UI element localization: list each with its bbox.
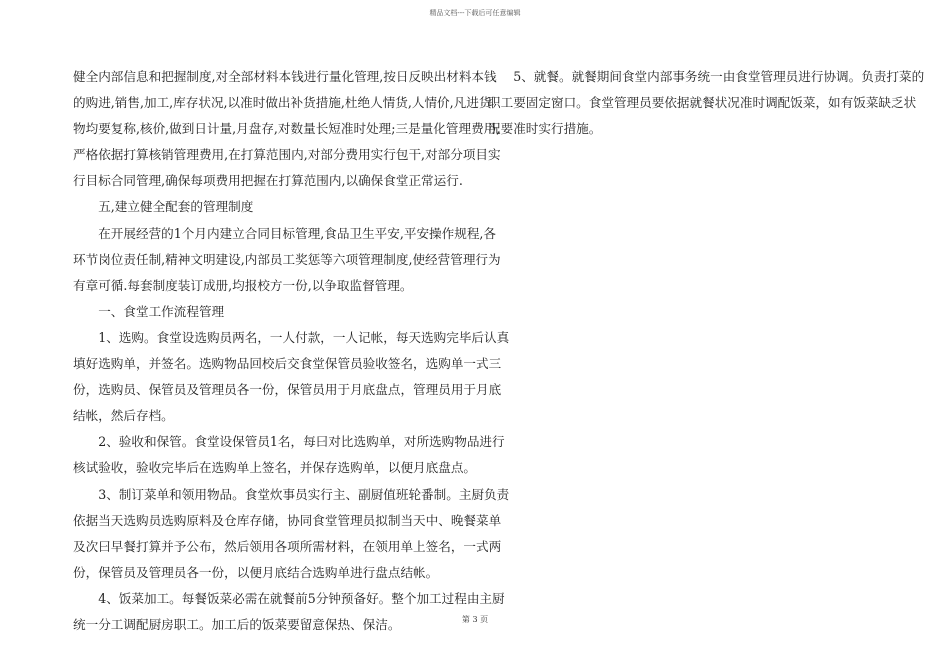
text-line: 3、制订菜单和领用物品。食堂炊事员实行主、副厨值班轮番制。主厨负责 (73, 486, 510, 502)
text-line: 在开展经营的1个月内建立合同目标管理,食品卫生平安,平安操作规程,各 (73, 225, 497, 241)
text-line: 环节岗位责任制,精神文明建设,内部员工奖惩等六项管理制度,使经营管理行为 (73, 251, 501, 267)
text-line: 物均要复称,核价,做到日计量,月盘存,对数量长短准时处理;三是量化管理费用, (73, 121, 501, 137)
text-line: 统一分工调配厨房职工。加工后的饭菜要留意保热、保洁。 (73, 616, 401, 632)
text-line: 填好选购单，并签名。选购物品回校后交食堂保管员验收签名，选购单一式三 (73, 356, 502, 372)
text-line: 份，选购员、保管员及管理员各一份，保管员用于月底盘点，管理员用于月底 (73, 382, 502, 398)
page-header: 精品文档---下载后可任意编辑 (429, 9, 521, 17)
text-line: 有章可循.每套制度装订成册,均报校方一份,以争取监督管理。 (73, 277, 413, 293)
text-line: 核试验收，验收完毕后在选购单上签名，并保存选购单，以便月底盘点。 (73, 460, 476, 476)
text-line: 严格依据打算核销管理费用,在打算范围内,对部分费用实行包干,对部分项目实 (73, 147, 501, 163)
page-number: 第 3 页 (461, 615, 489, 624)
text-line: 及次曰早餐打算并予公布，然后领用各项所需材料，在领用单上签名，一式两 (73, 538, 502, 554)
text-line: 4、饭菜加工。每餐饭菜必需在就餐前5分钟预备好。整个加工过程由主厨 (73, 590, 505, 606)
text-line: 职工要固定窗口。食堂管理员要依据就餐状况准时调配饭菜，如有饭菜缺乏状 (488, 95, 917, 111)
right-text-column (488, 64, 925, 142)
section-heading: 五,建立健全配套的管理制度 (73, 199, 254, 215)
text-line: 2、验收和保管。食堂设保管员1名，每曰对比选购单，对所选购物品进行 (73, 434, 505, 450)
section-heading: 一、食堂工作流程管理 (73, 303, 225, 319)
text-line: 份，保管员及管理员各一份，以便月底结合选购单进行盘点结帐。 (73, 564, 439, 580)
text-line: 结帐，然后存档。 (73, 408, 174, 424)
text-line: 依据当天选购员选购原料及仓库存储，协同食堂管理员拟制当天中、晚餐菜单 (73, 512, 502, 528)
text-line: 1、选购。食堂设选购员两名，一人付款，一人记帐，每天选购完毕后认真 (73, 329, 510, 345)
text-line: 5、就餐。就餐期间食堂内部事务统一由食堂管理员进行协调。负责打菜的 (488, 69, 925, 84)
text-line: 况要准时实行措施。 (488, 121, 602, 137)
text-line: 健全内部信息和把握制度,对全部材料本钱进行量化管理,按日反映出材料本钱 (73, 69, 497, 84)
text-line: 行目标合同管理,确保每项费用把握在打算范围内,以确保食堂正常运行. (73, 173, 463, 189)
text-line: 的购进,销售,加工,库存状况,以准时做出补货措施,杜绝人情货,人情价,凡进货 (73, 95, 492, 111)
